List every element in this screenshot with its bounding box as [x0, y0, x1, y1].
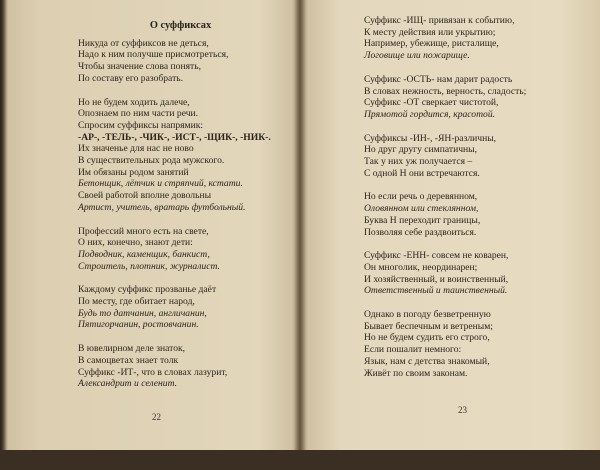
- poem-line: Чтобы значение слова понять,: [78, 61, 201, 73]
- poem-line: По месту, где обитает народ,: [78, 296, 195, 308]
- book-left-edge: [0, 0, 8, 450]
- poem-title: О суффиксах: [149, 20, 212, 31]
- poem-line: Подводник, каменщик, банкист,: [78, 248, 210, 260]
- poem-line: Логовище или пожарище.: [364, 50, 470, 62]
- poem-line: К месту действия или укрытию;: [364, 26, 496, 38]
- poem-line: Живёт по своим законам.: [364, 367, 468, 379]
- poem-line: Он многолик, неординарен;: [364, 261, 478, 273]
- poem-line: Суффикс -ИТ-, что в словах лазурит,: [78, 366, 228, 378]
- poem-line: Например, убежище, ристалище,: [364, 38, 499, 50]
- stanza: [78, 284, 283, 331]
- stanza: [364, 15, 574, 62]
- poem-line: -АР-, -ТЕЛЬ-, -ЧИК-, -ИСТ-, -ЩИК-, -НИК-.: [78, 131, 271, 143]
- stanza: [78, 97, 283, 214]
- stanza: [364, 74, 574, 121]
- poem-line: По составу его разобрать.: [78, 72, 184, 84]
- poem-line: Оловянном или стеклянном,: [364, 203, 479, 215]
- page-number-left: 22: [152, 412, 161, 422]
- poem-line: Будь то датчанин, англичанин,: [78, 307, 207, 319]
- poem-line: Суффикс -ОТ сверкает чистотой,: [364, 97, 499, 109]
- poem-line: В существительных рода мужского.: [78, 155, 225, 167]
- poem-line: Пятигорчанин, ростовчанин.: [78, 319, 199, 331]
- page-number-right: 23: [458, 405, 467, 415]
- poem-line: Но если речь о деревянном,: [364, 191, 478, 203]
- poem-line: Александрит и селенит.: [78, 378, 178, 390]
- poem-line: Буква Н переходит границы,: [364, 214, 481, 226]
- poem-line: Спросим суффиксы напрямик:: [78, 119, 204, 131]
- poem-line: Суффиксы -ИН-, -ЯН-различны,: [364, 132, 497, 144]
- poem-line: Но не будем ходить далече,: [78, 96, 190, 108]
- poem-line: Артист, учитель, вратарь футбольный.: [78, 201, 246, 213]
- poem-line: Позволяя себе раздвоиться.: [364, 226, 477, 238]
- poem-line: Опознаем по ним части речи.: [78, 108, 199, 120]
- book-gutter: [292, 0, 308, 450]
- poem-line: Каждому суффикс прозванье даёт: [78, 284, 217, 296]
- poem-line: Язык, нам с детства знакомый,: [364, 355, 490, 367]
- poem-line: С одной Н они встречаются.: [364, 167, 480, 179]
- poem-line: Суффикс -ЕНН- совсем не коварен,: [364, 250, 509, 262]
- poem-line: Им обязаны родом занятий: [78, 166, 189, 178]
- poem-line: В самоцветах знает толк: [78, 354, 179, 366]
- poem-line: Надо к ним получше присмотреться,: [78, 49, 229, 61]
- poem-line: О них, конечно, знают дети:: [78, 237, 193, 249]
- stanza: [364, 250, 574, 297]
- poem-line: Но друг другу симпатичны,: [364, 144, 478, 156]
- poem-line: Их значенье для нас не ново: [78, 143, 194, 155]
- poem-line: Но не будем судить его строго,: [364, 332, 490, 344]
- poem-line: Ответственный и таинственный.: [364, 285, 508, 297]
- right-page: [364, 15, 574, 465]
- poem-line: И хозяйственный, и воинственный,: [364, 273, 509, 285]
- poem-line: Своей работой вполне довольны: [78, 190, 212, 202]
- stanza: [364, 191, 574, 238]
- left-poem-body: [78, 38, 283, 390]
- stanza: [364, 133, 574, 180]
- poem-line: В словах нежность, верность, сладость;: [364, 85, 527, 97]
- right-poem-body: [364, 15, 574, 379]
- left-page: [78, 20, 283, 470]
- poem-line: Строитель, плотник, журналист.: [78, 260, 220, 272]
- poem-line: Бывает беспечным и ветреным;: [364, 320, 493, 332]
- poem-line: Суффикс -ОСТЬ- нам дарит радость: [364, 73, 513, 85]
- stanza: [78, 343, 283, 390]
- poem-line: Бетонщик, лётчик и стряпчий, кстати.: [78, 178, 243, 190]
- poem-line: Прямотой гордится, красотой.: [364, 108, 496, 120]
- poem-line: Так у них уж получается –: [364, 156, 473, 168]
- stanza: [364, 309, 574, 379]
- stanza: [78, 226, 283, 273]
- poem-line: Никуда от суффиксов не деться,: [78, 37, 209, 49]
- poem-line: Однако в погоду безветренную: [364, 309, 491, 321]
- poem-line: Суффикс -ИЩ- привязан к событию,: [364, 15, 515, 26]
- poem-line: Если пошалит немного:: [364, 344, 462, 356]
- poem-line: В ювелирном деле знаток,: [78, 343, 186, 355]
- stanza: [78, 38, 283, 85]
- poem-line: Профессий много есть на свете,: [78, 225, 209, 237]
